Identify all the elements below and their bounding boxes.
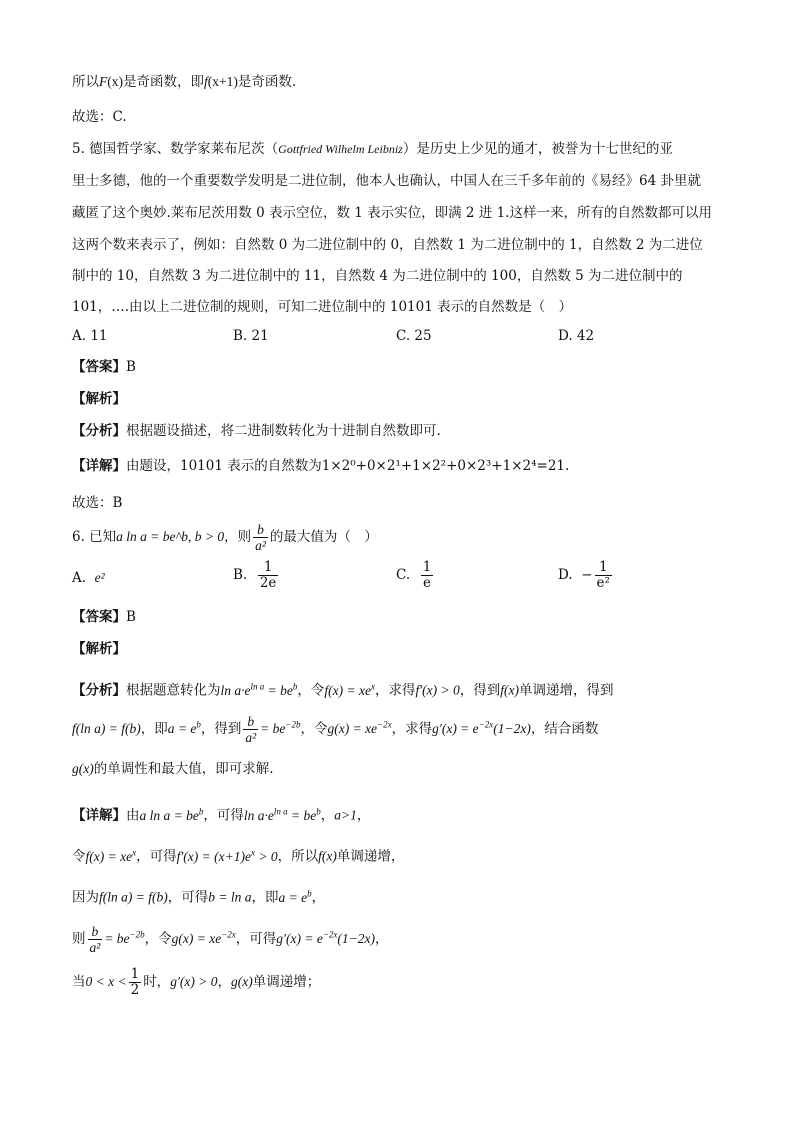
text-line: 故选：B [72, 495, 123, 511]
text-line: 制中的 10，自然数 3 为二进位制中的 11，自然数 4 为二进位制中的 100，自然数 5 为二进位制中的 [72, 268, 683, 284]
math-F: F(x) [99, 74, 123, 89]
detail-line: 令$f(x) = xe^x$，可得$f'(x) = (x+1)e^x > 0$，所以f(x)单调递增， [72, 847, 405, 865]
leibniz-name: Gottfried Wilhelm Leibniz [278, 142, 403, 156]
detail-line: 【详解】由题设，10101 表示的自然数为1×2⁰+0×2¹+1×2²+0×2³+1×2⁴=21. [72, 458, 570, 474]
option-a: A. 11 [72, 328, 108, 344]
text-line: 里士多德，他的一个重要数学发明是二进位制，他本人也确认，中国人在三千多年前的《易经》64 卦里就 [72, 173, 701, 189]
math-f: f(x+1) [204, 74, 238, 89]
option-b: B. $\frac{1}{2e}$ [233, 559, 277, 591]
detail-line: 则 $\frac{b}{\text{a²}}$ = $be^{-2b}$，令$g(x) = xe^{-2x}$，可得$g'(x) = e^{-2x}(1-2x)$， [72, 924, 389, 955]
option-d: D. 42 [558, 328, 595, 344]
option-b: B. 21 [233, 328, 269, 344]
analysis-line: g(x)的单调性和最大值，即可求解. [72, 761, 274, 777]
answer-line: 【答案】B [72, 359, 136, 375]
detail-line: 因为f(ln a) = f(b)，可得b = ln a，即$a = e^b$， [72, 888, 326, 906]
math-condition: a ln a = be^b, b > 0 [116, 529, 225, 544]
analysis-line: 【分析】根据题意转化为$\ln a\cdot e^{ln a} = be^b$，令$f(x) = xe^x$，求得f′(x) > 0，得到f(x)单调递增，得到 [72, 681, 614, 699]
math-expression: 1×2⁰+0×2¹+1×2²+0×2³+1×2⁴=21. [321, 458, 570, 474]
text-line: 所以F(x)是奇函数，即f(x+1)是奇函数. [72, 74, 297, 90]
text-line: 故选：C. [72, 109, 127, 125]
analysis-heading: 【解析】 [72, 641, 126, 657]
analysis-heading: 【解析】 [72, 391, 126, 407]
answer-line: 【答案】B [72, 609, 136, 625]
option-d: D. − $\frac{1}{\text{e²}}$ [558, 559, 610, 591]
text-line: 101，….由以上二进位制的规则，可知二进位制中的 10101 表示的自然数是（ ） [72, 299, 573, 315]
detail-line: 【详解】由a $\ln a = be^b$，可得$\ln a\cdot e^{ln a} = be^b$，a>1， [72, 806, 371, 824]
text-line: 这两个数来表示了，例如：自然数 0 为二进位制中的 0，自然数 1 为二进位制中的 1，自然数 2 为二进位 [72, 237, 703, 253]
question-6-line: 6. 已知a ln a = be^b, b > 0，则 $\frac{b}{\text{a²}}$ 的最大值为（ ） [72, 522, 378, 553]
option-a: A. e² [72, 570, 105, 586]
analysis-line: f(ln a) = f(b)，即$a = e^b$，得到 $\frac{b}{\text{a²}}$ = $be^{-2b}$，令$g(x) = xe^{-2x}$，求得$g'(x) = e^{-2x}(1-2x)$，结合函数 [72, 714, 599, 745]
option-c: C. 25 [396, 328, 432, 344]
fraction-b-over-a2: $\frac{b}{\text{a²}}$ [255, 522, 266, 553]
option-c: C. $\frac{1}{e}$ [396, 559, 432, 591]
question-5-line: 5. 德国哲学家、数学家莱布尼茨（Gottfried Wilhelm Leibniz）是历史上少见的通才，被誉为十七世纪的亚 [72, 141, 673, 157]
text-line: 藏匿了这个奥妙.莱布尼茨用数 0 表示空位，数 1 表示实位，即满 2 进 1.这样一来，所有的自然数都可以用 [72, 205, 712, 221]
analysis-line: 【分析】根据题设描述，将二进制数转化为十进制自然数即可. [72, 423, 441, 439]
detail-line: 当0 < x < $\frac{1}{2}$ 时，g′(x) > 0，g(x)单调递增； [72, 966, 321, 998]
